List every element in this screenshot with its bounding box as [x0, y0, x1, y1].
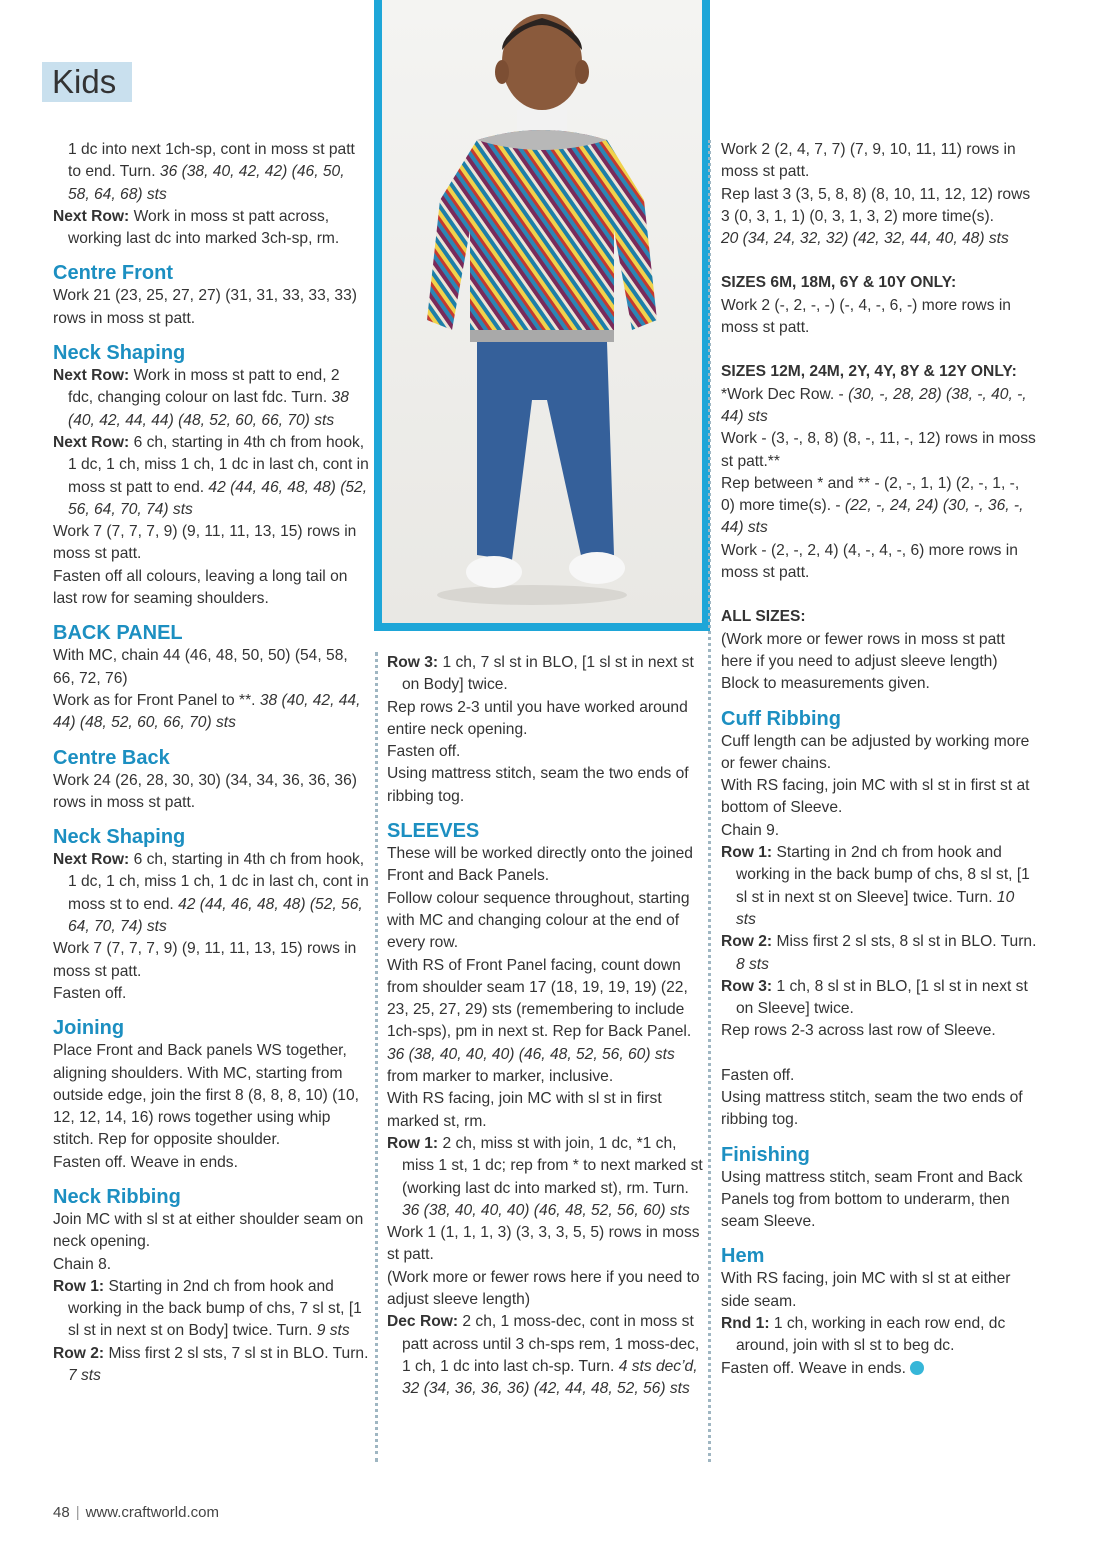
paragraph: Fasten off. — [721, 1066, 795, 1084]
heading-neck-shaping: Neck Shaping — [53, 342, 186, 365]
column-1 — [53, 139, 369, 1387]
paragraph: With MC, chain 44 (46, 48, 50, 50) (54, 58, 66, 72, 76) — [53, 647, 348, 687]
paragraph: Cuff length can be adjusted by working more or fewer chains. — [721, 732, 1030, 772]
child-cardigan-photo — [382, 0, 702, 623]
instruction: Row 3: 1 ch, 7 sl st in BLO, [1 sl st in next st on Body] twice. — [387, 654, 694, 694]
instruction: Row 1: Starting in 2nd ch from hook and working in the back bump of chs, 8 sl st, [1 sl st in next st on Sleeve] twice. Turn. 10 sts — [721, 844, 1030, 928]
instruction: Row 3: 1 ch, 8 sl st in BLO, [1 sl st in next st on Sleeve] twice. — [721, 977, 1028, 1018]
instruction: Rnd 1: 1 ch, working in each row end, dc around, join with sl st to beg dc. — [721, 1315, 1006, 1355]
instruction: Row 1: 2 ch, miss st with join, 1 dc, *1 ch, miss 1 st, 1 dc; rep from * to next marked st (working last dc into marked st), rm. Turn. 36 (38, 40, 40, 40) (46, 48, 52, 56, 60) sts — [387, 1134, 703, 1219]
paragraph: Fasten off all colours, leaving a long tail on last row for seaming shoulders. — [53, 567, 348, 608]
heading-finishing: Finishing — [721, 1143, 810, 1166]
paragraph: Chain 8. — [53, 1255, 112, 1273]
paragraph: Fasten off. — [387, 743, 461, 761]
instruction: Row 1: Starting in 2nd ch from hook and working in the back bump of chs, 7 sl st, [1 sl st in next st on Body] twice. Turn. 9 sts — [53, 1277, 362, 1340]
heading-cuff-ribbing: Cuff Ribbing — [721, 707, 841, 730]
paragraph: With RS facing, join MC with sl st at either side seam. — [721, 1270, 1011, 1310]
paragraph: Using mattress stitch, seam the two ends of ribbing tog. — [721, 1088, 1023, 1129]
paragraph: Work as for Front Panel to **. 38 (40, 42, 44, 44) (48, 52, 60, 66, 70) sts — [53, 691, 361, 732]
heading-back-panel: BACK PANEL — [53, 622, 183, 645]
paragraph: (Work more or fewer rows in moss st patt here if you need to adjust sleeve length) — [721, 630, 1005, 670]
column-divider — [708, 140, 711, 1462]
heading-all-sizes: ALL SIZES: — [721, 608, 806, 626]
paragraph: Rep rows 2-3 across last row of Sleeve. — [721, 1022, 996, 1040]
paragraph: Join MC with sl st at either shoulder seam on neck opening. — [53, 1210, 364, 1251]
paragraph: Fasten off. Weave in ends. — [53, 1153, 238, 1171]
paragraph: Using mattress stitch, seam Front and Back Panels tog from bottom to underarm, then seam Sleeve. — [721, 1168, 1023, 1231]
paragraph: Rep last 3 (3, 5, 8, 8) (8, 10, 11, 12, 12) rows 3 (0, 3, 1, 1) (0, 3, 1, 3, 2) more time(s). — [721, 185, 1031, 225]
paragraph: Fasten off. Weave in ends. — [721, 1358, 1037, 1380]
column-2 — [387, 652, 703, 1401]
heading-sizes: SIZES 12M, 24M, 2Y, 4Y, 8Y & 12Y ONLY: — [721, 363, 1017, 381]
instruction: Next Row: 6 ch, starting in 4th ch from hook, 1 dc, 1 ch, miss 1 ch, 1 dc in last ch, cont in moss st to end. 42 (44, 46, 48, 48) (52, 56, 64, 70, 74) sts — [53, 851, 369, 936]
paragraph: Chain 9. — [721, 821, 780, 839]
column-divider — [375, 652, 378, 1462]
instruction: Next Row: 6 ch, starting in 4th ch from hook, 1 dc, 1 ch, miss 1 ch, 1 dc in last ch, cont in moss st patt to end. 42 (44, 46, 48, 48) (52, 56, 64, 70, 74) sts — [53, 433, 369, 518]
heading-centre-front: Centre Front — [53, 262, 173, 285]
instruction: Next Row: Work in moss st patt across, working last dc into marked 3ch-sp, rm. — [53, 207, 340, 248]
instruction: Row 2: Miss first 2 sl sts, 8 sl st in BLO. Turn. 8 sts — [721, 933, 1037, 973]
paragraph: Work 21 (23, 25, 27, 27) (31, 31, 33, 33, 33) rows in moss st patt. — [53, 287, 357, 327]
page-number: 48 — [53, 1504, 70, 1521]
paragraph: *Work Dec Row. - (30, -, 28, 28) (38, -, 40, -, 44) sts — [721, 385, 1027, 425]
paragraph: Work 2 (-, 2, -, -) (-, 4, -, 6, -) more rows in moss st patt. — [721, 296, 1011, 337]
paragraph: Work 2 (2, 4, 7, 7) (7, 9, 10, 11, 11) rows in moss st patt. — [721, 141, 1016, 181]
heading-centre-back: Centre Back — [53, 746, 170, 769]
paragraph: Work - (3, -, 8, 8) (8, -, 11, -, 12) rows in moss st patt.** — [721, 430, 1036, 470]
heading-joining: Joining — [53, 1017, 125, 1040]
paragraph: Place Front and Back panels WS together, aligning shoulders. With MC, starting from outside edge, join the first 8 (8, 8, 8, 10) (10, 12, 12, 14, 16) rows together using whip stitch. Rep for opposite shoulder. — [53, 1042, 359, 1149]
footer-separator: | — [75, 1504, 80, 1521]
yarn-ball-icon — [910, 1361, 924, 1375]
paragraph: 20 (34, 24, 32, 32) (42, 32, 44, 40, 48) sts — [721, 230, 1009, 248]
paragraph: Rep between * and ** - (2, -, 1, 1) (2, -, 1, -, 0) more time(s). - (22, -, 24, 24) (30, -, 36, -, 44) sts — [721, 474, 1024, 537]
column-3 — [721, 139, 1037, 1380]
paragraph: 1 dc into next 1ch-sp, cont in moss st patt to end. Turn. 36 (38, 40, 42, 42) (46, 50, 58, 64, 68) sts — [68, 141, 355, 203]
paragraph: Work - (2, -, 2, 4) (4, -, 4, -, 6) more rows in moss st patt. — [721, 541, 1018, 582]
paragraph: Work 7 (7, 7, 7, 9) (9, 11, 11, 13, 15) rows in moss st patt. — [53, 940, 357, 980]
footer-url[interactable]: www.craftworld.com — [85, 1504, 219, 1521]
paragraph: (Work more or fewer rows here if you need to adjust sleeve length) — [387, 1268, 700, 1309]
page-footer — [53, 1504, 219, 1521]
instruction: Row 2: Miss first 2 sl sts, 7 sl st in BLO. Turn. 7 sts — [53, 1344, 369, 1385]
paragraph: Work 7 (7, 7, 7, 9) (9, 11, 11, 13, 15) rows in moss st patt. — [53, 523, 357, 563]
section-tab: Kids — [42, 62, 132, 102]
instruction: Dec Row: 2 ch, 1 moss-dec, cont in moss st patt across until 3 ch-sps rem, 1 moss-dec, 1 ch, 1 dc into last ch-sp. Turn. 4 sts dec’d, 32 (34, 36, 36, 36) (42, 44, 48, 52, 56) sts — [387, 1313, 700, 1398]
paragraph: With RS facing, join MC with sl st in first st at bottom of Sleeve. — [721, 777, 1030, 817]
heading-neck-ribbing: Neck Ribbing — [53, 1185, 181, 1208]
paragraph: Using mattress stitch, seam the two ends of ribbing tog. — [387, 765, 689, 805]
paragraph: Work 24 (26, 28, 30, 30) (34, 34, 36, 36, 36) rows in moss st patt. — [53, 771, 357, 811]
paragraph: These will be worked directly onto the joined Front and Back Panels. — [387, 845, 693, 885]
paragraph: Follow colour sequence throughout, starting with MC and changing colour at the end of every row. — [387, 889, 690, 952]
heading-sizes: SIZES 6M, 18M, 6Y & 10Y ONLY: — [721, 274, 957, 292]
paragraph: Fasten off. — [53, 984, 127, 1002]
paragraph: Block to measurements given. — [721, 675, 930, 693]
paragraph: Rep rows 2-3 until you have worked around entire neck opening. — [387, 698, 688, 738]
paragraph: With RS of Front Panel facing, count down from shoulder seam 17 (18, 19, 19, 19) (22, 23, 25, 27, 29) sts (remembering to include 1ch-sps), pm in next st. Rep for Back Panel. 36 (38, 40, 40, 40) (46, 48, 52, 56, 60) sts from marker to marker, inclusive. — [387, 956, 692, 1086]
paragraph: With RS facing, join MC with sl st in first marked st, rm. — [387, 1090, 662, 1130]
paragraph: Work 1 (1, 1, 1, 3) (3, 3, 3, 5, 5) rows in moss st patt. — [387, 1224, 700, 1264]
heading-neck-shaping: Neck Shaping — [53, 826, 186, 849]
heading-hem: Hem — [721, 1245, 765, 1268]
heading-sleeves: SLEEVES — [387, 820, 480, 843]
pattern-photo — [374, 0, 710, 631]
instruction: Next Row: Work in moss st patt to end, 2 fdc, changing colour on last fdc. Turn. 38 (40, 42, 44, 44) (48, 52, 60, 66, 70) sts — [53, 367, 349, 429]
